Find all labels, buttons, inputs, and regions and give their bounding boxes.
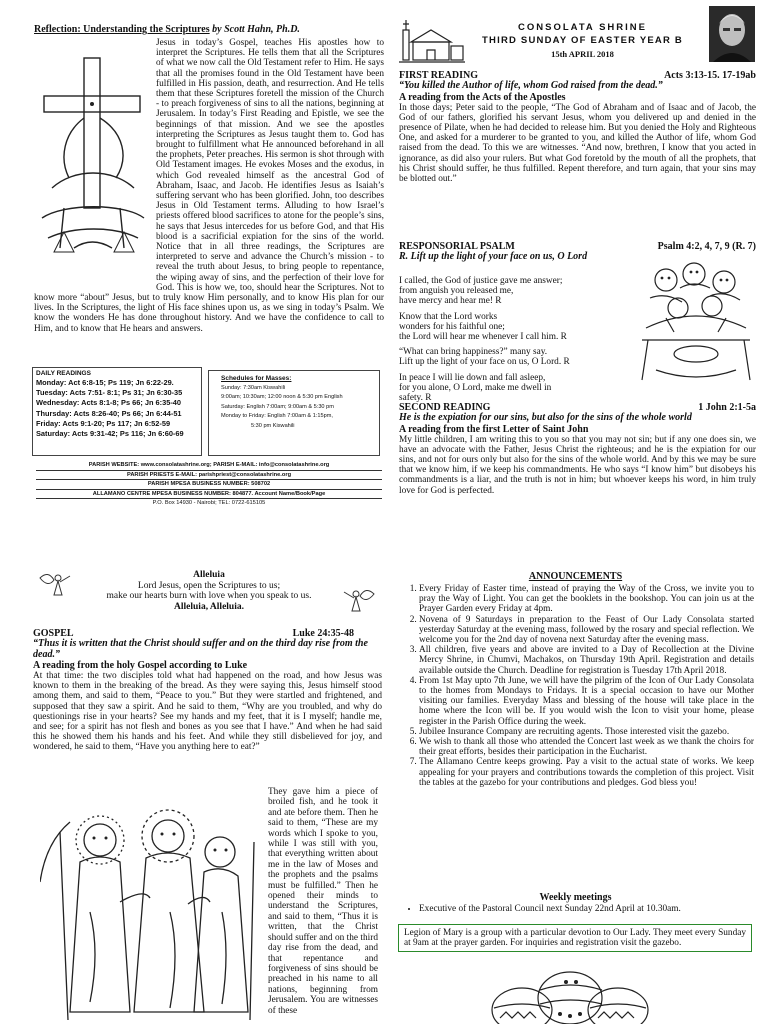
psalm-response: R. Lift up the light of your face on us, O Lord bbox=[399, 251, 588, 262]
gospel-tagline: “Thus it is written that the Christ should suffer and on the third day rise from the dead.” bbox=[33, 638, 368, 660]
announcement-item: 4. From 1st May upto 7th June, we will have the pilgrim of the Icon of Our Lady Consolata to the homes from Mondays to Fridays. It is a special occasion to have our Mother visiting our families. Everyday Mass and blessing of the house will take place in the home where the Icon will be. If you would wish the Icon to visit your home, please register in the Parish Office during the week. bbox=[419, 676, 754, 727]
author-portrait bbox=[709, 6, 755, 62]
weekly-meetings-list bbox=[397, 904, 754, 915]
alleluia-left-angel bbox=[38, 568, 74, 598]
psalm-label: RESPONSORIAL PSALM bbox=[399, 241, 515, 252]
second-reading-body: My little children, I am writing this to you so that you may not sin; but if any one does sin, we have an advocate with the Father, Jesus Christ the righteous; and he is the expiation for our sins, and not for ours only but also for the sins of the whole world. And by this we may be sure that we know him, if we keep his commandments. He who says “I know him” but disobeys his commandments is a liar, and the truth is not in him; but whoever keeps his word, in him truly love for God is perfected. bbox=[399, 434, 756, 496]
reflection-title-line bbox=[34, 24, 384, 36]
mass-item: 9:00am; 10:30am; 12:00 noon & 5:30 pm English bbox=[221, 394, 343, 401]
second-reading-ref: 1 John 2:1-5a bbox=[698, 402, 756, 413]
daily-readings-box bbox=[32, 367, 202, 456]
psalm-line: Know that the Lord works bbox=[399, 311, 498, 322]
gospel-illustration bbox=[40, 792, 264, 1022]
reflection-body: Jesus in today’s Gospel, teaches His apostles how to interpret the Scriptures. He tells them that all the Scriptures of what we now call the Old Testament refer to Him. He says that all the promises found in the Old Testament have been fulfilled in His passion, death, and resurrection. And He tells them that these Scriptures foretell the mission of the Church - to preach forgiveness of sins to all the nations, beginning at Jerusalem. In today’s First Reading and Epistle, we see the beginnings of that mission. And we see the apostles interpreting the Scriptures as Jesus taught them to. God has brought to fulfillment what He announced beforehand in all the prophets, Peter preaches. His sermon is shot through with Old Testament images. He evokes Moses and the exodus, in which God revealed himself as the ancestral God of Abraham, Isaac, and Jacob. He identifies Jesus as Isaiah’s suffering servant who has been glorified. John, too describes Jesus in Old Testament terms. Alluding to how Israel’s priests offered blood sacrifices to atone for the people’s sins, he says that Jesus intercedes for us before God, and that His blood is a sacrificial expiation for the sins of the world. Notice that in all three readings, the Scriptures are interpreted to serve and advance the Church’s mission - to reveal the truth about Jesus, to bring people to repentance, the wiping away of sins, and the perfection of their love for God. This is how we, too, should hear the Scriptures. Not to know more “about” Jesus, but to truly know Him personally, and to know His plan for our lives. In the Scriptures, the light of His face shines upon us, as we sing in today’s Psalm. We know the wonders He has done throughout history. And we have the confidence to call to Him, and to know that He hears and answers. bbox=[34, 38, 384, 334]
second-reading-label: SECOND READING bbox=[399, 402, 491, 413]
mass-schedule-title: Schedules for Masses: bbox=[221, 375, 292, 382]
weekly-meetings bbox=[397, 892, 754, 915]
church-building-icon bbox=[397, 16, 467, 68]
mass-item: Sunday: 7:30am Kiswahili bbox=[221, 385, 286, 391]
weekly-meeting-item: • Executive of the Pastoral Council next Sunday 22nd April at 10.30am. bbox=[419, 904, 754, 915]
first-reading-body: In those days; Peter said to the people, “The God of Abraham and of Isaac and of Jacob, the God of our fathers, glorified his servant Jesus, whom you delivered up and denied in the presence of Pilate, when he had decided to release him. But you denied the Holy and Righteous One, and asked for a murderer to be granted to you, and killed the Author of life, whom God raised from the dead. To this we are witnesses. “And now, brethren, I know that you acted in ignorance, as did also your rulers. But what God foretold by the mouth of all the prophets, that his Christ should suffer, he thus fulfilled. Repent therefore, and turn again, that your sins may be blotted out.” bbox=[399, 102, 756, 184]
mass-item: 5:30 pm Kiswahili bbox=[251, 422, 295, 429]
daily-reading-item: Tuesday: Acts 7:51- 8:1; Ps 31; Jn 6:30-35 bbox=[36, 388, 183, 398]
postal-line: P.O. Box 14930 - Nairobi; TEL: 0722-615105 bbox=[152, 500, 266, 507]
announcement-item: 5. Jubilee Insurance Company are recruiting agents. Those interested visit the gazebo. bbox=[419, 727, 754, 737]
alleluia-closing: Alleluia, Alleluia. bbox=[174, 601, 244, 612]
angel-icon bbox=[38, 568, 74, 598]
first-reading-label: FIRST READING bbox=[399, 70, 478, 81]
parish-mpesa-line: PARISH MPESA BUSINESS NUMBER: 508702 bbox=[36, 480, 382, 490]
first-reading-source: A reading from the Acts of the Apostles bbox=[399, 91, 566, 103]
daily-reading-item: Wednesday: Acts 8:1-8; Ps 66; Jn 6:35-40 bbox=[36, 398, 181, 408]
reflection-title: Reflection: Understanding the Scriptures bbox=[34, 24, 210, 35]
alleluia-line: make our hearts burn with love when you speak to us. bbox=[106, 591, 312, 602]
alleluia-line: Lord Jesus, open the Scriptures to us; bbox=[137, 580, 281, 591]
emmaus-meal-image bbox=[636, 258, 756, 394]
gospel-body-side: They gave him a piece of broiled fish, and he took it and ate before them. Then he said to them, “These are my words which I spoke to you, while I was still with you, that everything written about me in the law of Moses and the prophets and the psalms must be fulfilled.” Then he opened their minds to understand the Scriptures, and said to them, “Thus it is written, that the Christ should suffer and on the third day rise from the dead, and that repentance and forgiveness of sins should be preached in his name to all nations, beginning from Jerusalem. You are witnesses of these bbox=[268, 787, 378, 1016]
announcement-item: 7. The Allamano Centre keeps growing. Pay a visit to the actual state of works. We keep appealing for your prayers and contributions towards the completion of this project. Visit the tables at the gazebo for your contributions and pledges. God bless you! bbox=[419, 757, 754, 788]
psalm-line: for you alone, O Lord, make me dwell in bbox=[399, 382, 552, 393]
reflection-body-wrap bbox=[34, 38, 384, 334]
mass-item: Monday to Friday: English 7:00am & 1:15pm, bbox=[221, 413, 333, 420]
daily-reading-item: Monday: Act 6:8-15; Ps 119; Jn 6:22-29. bbox=[36, 378, 174, 387]
psalm-line: have mercy and hear me! R bbox=[399, 296, 502, 307]
jesus-with-disciples-image bbox=[40, 792, 264, 1022]
mass-schedule-box bbox=[208, 370, 380, 456]
psalm-line: Lift up the light of your face on us, O Lord. R bbox=[399, 357, 570, 368]
psalm-line: safety. R bbox=[399, 393, 432, 404]
gospel-ref: Luke 24:35-48 bbox=[292, 628, 354, 639]
reflection-byline: by Scott Hahn, Ph.D. bbox=[212, 24, 300, 35]
psalm-line: from anguish you released me, bbox=[399, 286, 514, 297]
bulletin-date: 15th APRIL 2018 bbox=[551, 49, 614, 59]
psalm-line: In peace I will lie down and fall asleep, bbox=[399, 372, 546, 383]
psalm-stanzas bbox=[399, 276, 631, 403]
daily-reading-item: Saturday: Acts 9:31-42; Ps 116; Jn 6:60-69 bbox=[36, 429, 184, 439]
mass-item: Saturday: English 7:00am; 9:00am & 5:30 pm bbox=[221, 403, 334, 410]
first-reading-ref: Acts 3:13-15. 17-19ab bbox=[664, 70, 756, 81]
easter-eggs-image bbox=[470, 968, 670, 1024]
portrait-image bbox=[709, 6, 755, 62]
announcement-item: 6. We wish to thank all those who attended the Concert last week as we thank the choirs for their great efforts, besides their participation in the Eucharist. bbox=[419, 737, 754, 757]
daily-reading-item: Friday: Acts 9:1-20; Ps 117; Jn 6:52-59 bbox=[36, 418, 171, 428]
second-reading-source: A reading from the first Letter of Saint John bbox=[399, 423, 589, 435]
cross-image bbox=[34, 38, 152, 286]
announcements-list bbox=[397, 584, 754, 788]
psalm-ref: Psalm 4:2, 4, 7, 9 (R. 7) bbox=[657, 241, 756, 252]
first-reading-tagline: “You killed the Author of life, whom God raised from the dead.” bbox=[399, 80, 663, 91]
alleluia-right-angel bbox=[340, 584, 376, 614]
weekly-meetings-title: Weekly meetings bbox=[539, 892, 612, 903]
legion-of-mary-box: Legion of Mary is a group with a particular devotion to Our Lady. They meet every Sunday at 9am at the prayer garden. For inquiries and registration visit the gazebo. bbox=[398, 924, 752, 952]
masthead bbox=[470, 22, 695, 60]
announcements-title: ANNOUNCEMENTS bbox=[528, 571, 623, 582]
parish-info bbox=[36, 461, 382, 508]
second-reading-tagline: He is the expiation for our sins, but also for the sins of the whole world bbox=[399, 412, 692, 423]
announcements bbox=[397, 571, 754, 788]
alleluia bbox=[80, 570, 338, 612]
reflection-section bbox=[34, 24, 384, 334]
gospel-body-top: At that time: the two disciples told what had happened on the road, and how Jesus was known to them in the breaking of the bread. As they were saying this, Jesus himself stood among them, and said to them, “Peace to you.” But they were startled and frightened, and supposed that they saw a spirit. And he said to them, “Why are you troubled, and why do questionings rise in your hearts? See my hands and my feet, that it is I myself; handle me, and see; for a spirit has not flesh and bones as you see that I have.” And when he had said this he showed them his hands and his feet. And while they still disbelieved for joy, and wondered, he said to them, “Have you anything here to eat?” bbox=[33, 671, 382, 753]
cross-illustration bbox=[34, 38, 152, 286]
second-reading bbox=[399, 402, 756, 496]
church-logo bbox=[397, 16, 467, 68]
psalm-line: the Lord will hear me whenever I call him. R bbox=[399, 332, 567, 343]
announcement-item: 2. Novena of 9 Saturdays in preparation to the Feast of Our Lady Consolata started yesterday Saturday at the evening mass, followed by the rosary and special reflection. We welcome you for the 2nd day of novena next Saturday after the evening mass. bbox=[419, 615, 754, 646]
parish-priest-email-line: PARISH PRIESTS E-MAIL: parishpriest@consolatashrine.org bbox=[36, 471, 382, 481]
announcement-item: 3. All children, five years and above are invited to a Day of Recollection at the Divine Mercy Shrine, in Chumvi, Machakos, on Thursday 19th April. Registration and details available outside the Church. Deadline for registration is Tuesday 17th April 2018. bbox=[419, 645, 754, 676]
allamano-mpesa-line: ALLAMANO CENTRE MPESA BUSINESS NUMBER: 804877. Account Name/Book/Page bbox=[36, 490, 382, 500]
daily-readings-title: DAILY READINGS bbox=[36, 370, 91, 377]
gospel-label: GOSPEL bbox=[33, 628, 74, 639]
alleluia-title: Alleluia bbox=[193, 570, 225, 580]
psalm-line: “What can bring happiness?” many say. bbox=[399, 347, 548, 358]
gospel bbox=[33, 628, 382, 753]
angel-icon bbox=[340, 584, 376, 614]
announcement-item: 1. Every Friday of Easter time, instead of praying the Way of the Cross, we invite you to pray the Way of Light. You can get the booklets in the bookshop. You can join us at the Prayer Garden every Friday at 4pm. bbox=[419, 584, 754, 615]
shrine-name: CONSOLATA SHRINE bbox=[518, 22, 647, 33]
daily-reading-item: Thursday: Acts 8:26-40; Ps 66; Jn 6:44-51 bbox=[36, 408, 182, 418]
parish-website-line: PARISH WEBSITE: www.consolatashrine.org; PARISH E-MAIL: info@consolatashrine.org bbox=[36, 461, 382, 471]
psalm-line: wonders for his faithful one; bbox=[399, 321, 505, 332]
psalm-illustration bbox=[636, 258, 756, 394]
sunday-title: THIRD SUNDAY OF EASTER YEAR B bbox=[482, 35, 683, 46]
decorative-easter-eggs bbox=[470, 968, 670, 1024]
psalm-line: I called, the God of justice gave me answer; bbox=[399, 276, 563, 286]
first-reading bbox=[399, 70, 756, 184]
gospel-source: A reading from the holy Gospel according to Luke bbox=[33, 660, 248, 671]
